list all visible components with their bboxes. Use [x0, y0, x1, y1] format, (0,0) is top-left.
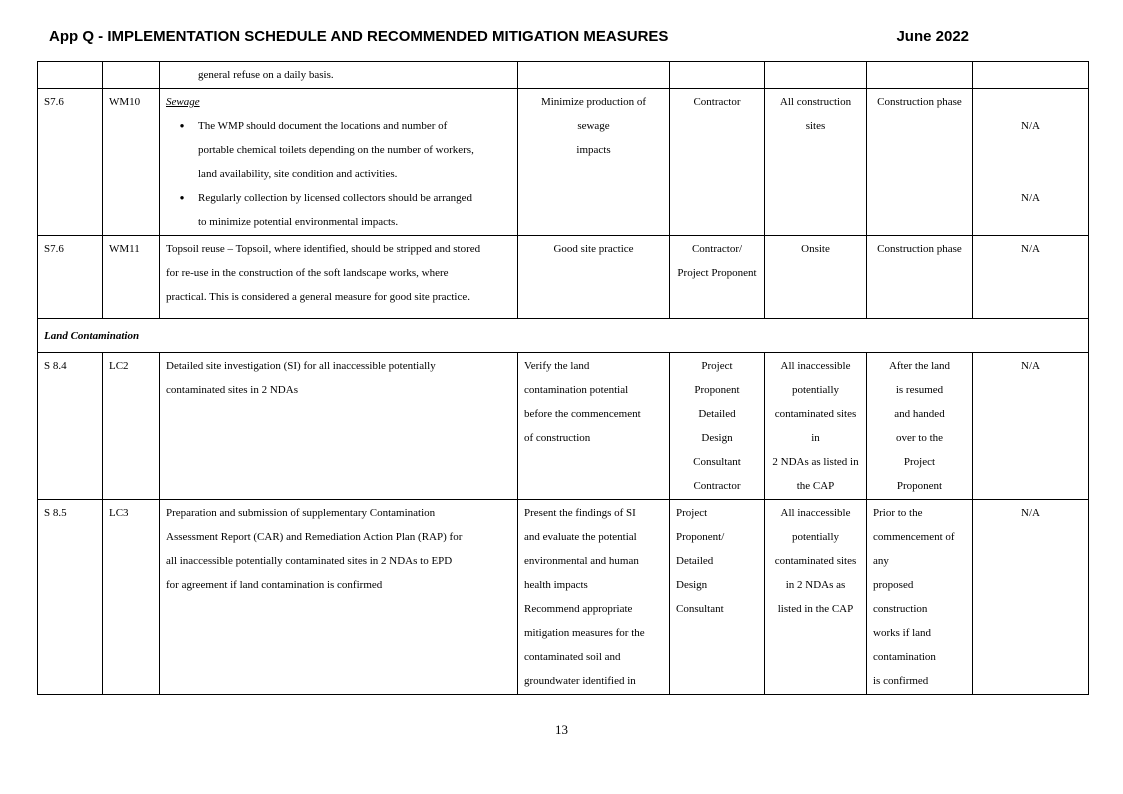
table-row — [38, 353, 1089, 500]
measure-title: Sewage — [166, 96, 200, 108]
ref-cell: S 8.4 — [38, 353, 103, 500]
table-row — [38, 62, 1089, 89]
location-cell: All inaccessible potentially contaminated sites in 2 NDAs as listed in the CAP — [765, 353, 867, 500]
document-title: App Q - IMPLEMENTATION SCHEDULE AND RECOMMENDED MITIGATION MEASURES — [49, 28, 669, 45]
code-cell: WM10 — [103, 89, 160, 236]
when-cell: Construction phase — [867, 236, 973, 319]
who-cell: Contractor — [670, 89, 765, 236]
measure-cell: Detailed site investigation (SI) for all inaccessible potentially contaminated sites in 2 NDAs — [160, 353, 518, 500]
who-cell: Project Proponent/ Detailed Design Consultant — [670, 500, 765, 695]
status-cell: N/A — [973, 500, 1089, 695]
table-row — [38, 89, 1089, 236]
table-row — [38, 500, 1089, 695]
who-cell: Contractor/ Project Proponent — [670, 236, 765, 319]
objective-cell: Good site practice — [518, 236, 670, 319]
objective-cell: Minimize production of sewage impacts — [518, 89, 670, 236]
mitigation-table — [37, 61, 1089, 695]
when-cell: Prior to the commencement of any proposed construction works if land contamination is confirmed — [867, 500, 973, 695]
page-header — [49, 28, 969, 45]
section-row — [38, 319, 1089, 353]
section-title: Land Contamination — [38, 319, 1089, 353]
measure-cell: Sewage ● The WMP should document the locations and number of portable chemical toilets depending on the number of workers, land availability, site condition and activities. ● Regularly collection by licensed collectors should be arranged to minimize potential environmental impacts. — [160, 89, 518, 236]
measure-cell: Preparation and submission of supplementary Contamination Assessment Report (CAR) and Remediation Action Plan (RAP) for all inaccessible potentially contaminated sites in 2 NDAs to EPD for agreement if land contamination is confirmed — [160, 500, 518, 695]
who-cell: Project Proponent Detailed Design Consultant Contractor — [670, 353, 765, 500]
when-cell: After the land is resumed and handed over to the Project Proponent — [867, 353, 973, 500]
code-cell: WM11 — [103, 236, 160, 319]
code-cell: LC2 — [103, 353, 160, 500]
location-cell: Onsite — [765, 236, 867, 319]
location-cell: All construction sites — [765, 89, 867, 236]
bullet-icon: ● — [179, 193, 185, 202]
objective-cell: Present the findings of SI and evaluate the potential environmental and human health impacts Recommend appropriate mitigation measures for the contaminated soil and groundwater identified in — [518, 500, 670, 695]
status-cell: N/A — [973, 236, 1089, 319]
ref-cell: S7.6 — [38, 236, 103, 319]
ref-cell: S7.6 — [38, 89, 103, 236]
ref-cell: S 8.5 — [38, 500, 103, 695]
status-cell: N/A — [973, 353, 1089, 500]
table-row — [38, 236, 1089, 319]
status-cell: N/A N/A — [973, 89, 1089, 236]
bullet-icon: ● — [179, 121, 185, 130]
page-number: 13 — [555, 722, 568, 737]
objective-cell: Verify the land contamination potential before the commencement of construction — [518, 353, 670, 500]
document-date: June 2022 — [896, 28, 969, 45]
code-cell: LC3 — [103, 500, 160, 695]
row-text: general refuse on a daily basis. — [198, 69, 334, 81]
location-cell: All inaccessible potentially contaminated sites in 2 NDAs as listed in the CAP — [765, 500, 867, 695]
measure-cell: Topsoil reuse – Topsoil, where identified, should be stripped and stored for re-use in the construction of the soft landscape works, where practical. This is considered a general measure for good site practice. — [160, 236, 518, 319]
when-cell: Construction phase — [867, 89, 973, 236]
